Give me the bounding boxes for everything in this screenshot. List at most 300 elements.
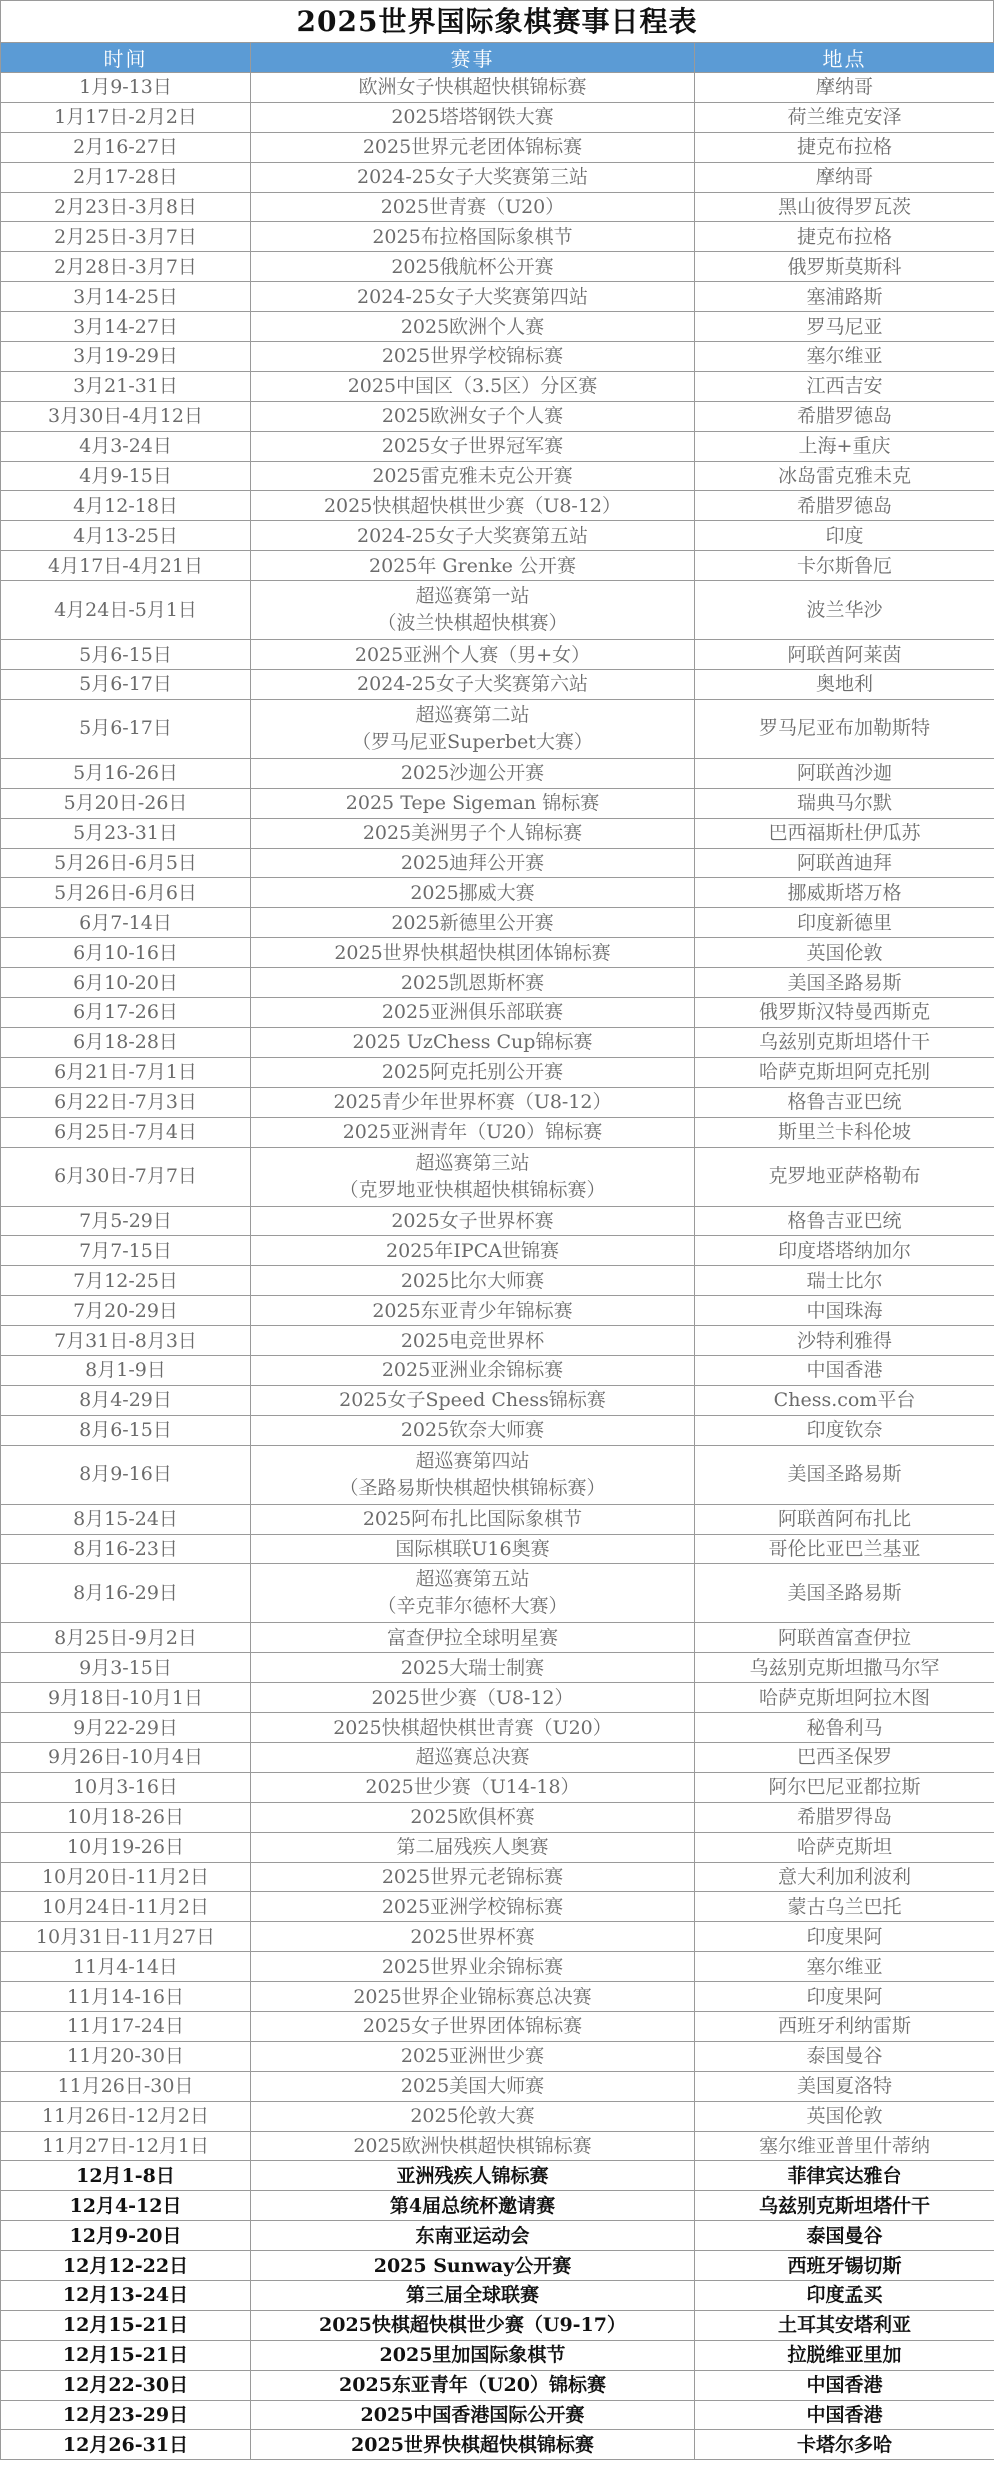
event-cell [251, 2191, 695, 2221]
event-name: 超巡赛总决赛 [415, 1746, 530, 1769]
table-row [1, 2310, 994, 2340]
event-name: 2025布拉格国际象棋节 [372, 225, 573, 248]
event-name: 2025女子世界冠军赛 [381, 435, 564, 458]
date-cell: 8月15-24日 [1, 1504, 251, 1534]
place-cell: 哈萨克斯坦阿克托别 [695, 1057, 994, 1087]
event-name: 2025亚洲俱乐部联赛 [381, 1001, 564, 1024]
event-cell [251, 2131, 695, 2161]
table-row [1, 908, 994, 938]
table-row [1, 1147, 994, 1206]
event-name: 超巡赛第三站 [415, 1151, 530, 1174]
place-cell: 希腊罗德岛 [695, 491, 994, 521]
date-cell: 7月31日-8月3日 [1, 1326, 251, 1356]
event-cell [251, 2041, 695, 2071]
date-cell: 12月4-12日 [1, 2191, 251, 2221]
place-cell: 塞尔维亚 [695, 1952, 994, 1982]
table-row [1, 2041, 994, 2071]
event-name: 超巡赛第二站 [415, 703, 530, 726]
place-cell: 江西吉安 [695, 371, 994, 401]
event-name: 2025电竞世界杯 [400, 1329, 545, 1352]
date-cell: 10月3-16日 [1, 1772, 251, 1802]
event-name: （辛克菲尔德杯大赛） [377, 1595, 568, 1618]
place-cell: 蒙古乌兰巴托 [695, 1892, 994, 1922]
event-name: 2025快棋超快棋世少赛（U9-17） [319, 2314, 626, 2337]
event-name: 2025亚洲业余锦标赛 [381, 1359, 564, 1382]
table-row [1, 1922, 994, 1952]
table-row [1, 1534, 994, 1564]
table-row [1, 491, 994, 521]
event-name: 2025年IPCA世锦赛 [386, 1239, 559, 1262]
event-cell [251, 2221, 695, 2251]
event-name: 2025俄航杯公开赛 [391, 255, 554, 278]
date-cell: 6月10-16日 [1, 938, 251, 968]
event-name: 2025钦奈大师赛 [400, 1419, 545, 1442]
event-cell [251, 1683, 695, 1713]
event-cell [251, 401, 695, 431]
header-row [1, 43, 994, 73]
event-name: 超巡赛第一站 [415, 585, 530, 608]
date-cell: 7月7-15日 [1, 1236, 251, 1266]
event-name: 2025迪拜公开赛 [400, 852, 545, 875]
event-cell [251, 1147, 695, 1206]
place-cell: 荷兰维克安泽 [695, 102, 994, 132]
event-cell [251, 73, 695, 103]
event-name: 2024-25女子大奖赛第四站 [357, 285, 588, 308]
date-cell: 5月26日-6月5日 [1, 848, 251, 878]
page-title: 2025世界国际象棋赛事日程表 [0, 0, 994, 42]
event-cell [251, 1892, 695, 1922]
table-row [1, 2251, 994, 2281]
place-cell: 瑞典马尔默 [695, 788, 994, 818]
date-cell: 10月20日-11月2日 [1, 1862, 251, 1892]
place-cell: 中国香港 [695, 2370, 994, 2400]
event-name: 2025东亚青年（U20）锦标赛 [339, 2374, 606, 2397]
date-cell: 3月30日-4月12日 [1, 401, 251, 431]
table-row [1, 2221, 994, 2251]
table-row [1, 1802, 994, 1832]
table-row [1, 1385, 994, 1415]
event-cell [251, 1355, 695, 1385]
date-cell: 9月3-15日 [1, 1653, 251, 1683]
date-cell: 10月19-26日 [1, 1832, 251, 1862]
event-name: 2025 UzChess Cup锦标赛 [352, 1031, 593, 1054]
date-cell: 6月17-26日 [1, 998, 251, 1028]
date-cell: 8月4-29日 [1, 1385, 251, 1415]
event-cell [251, 1564, 695, 1623]
event-name: 2025东亚青少年锦标赛 [372, 1299, 573, 1322]
event-name: 2025亚洲学校锦标赛 [381, 1895, 564, 1918]
date-cell: 2月23日-3月8日 [1, 192, 251, 222]
date-cell: 9月26日-10月4日 [1, 1742, 251, 1772]
table-row [1, 1862, 994, 1892]
place-cell: 挪威斯塔万格 [695, 878, 994, 908]
event-cell [251, 818, 695, 848]
date-cell: 8月1-9日 [1, 1355, 251, 1385]
date-cell: 10月24日-11月2日 [1, 1892, 251, 1922]
event-name: 2025欧洲快棋超快棋锦标赛 [353, 2134, 592, 2157]
table-row [1, 162, 994, 192]
table-row [1, 1653, 994, 1683]
place-cell: 摩纳哥 [695, 73, 994, 103]
event-name: 第二届残疾人奥赛 [396, 1836, 549, 1859]
place-cell: 奥地利 [695, 670, 994, 700]
date-cell: 12月26-31日 [1, 2430, 251, 2460]
place-cell: 格鲁吉亚巴统 [695, 1087, 994, 1117]
event-cell [251, 192, 695, 222]
table-row [1, 581, 994, 640]
date-cell: 12月15-21日 [1, 2340, 251, 2370]
event-cell [251, 1742, 695, 1772]
table-row [1, 758, 994, 788]
table-row [1, 1564, 994, 1623]
date-cell: 2月28日-3月7日 [1, 252, 251, 282]
table-row [1, 1772, 994, 1802]
date-cell: 3月21-31日 [1, 371, 251, 401]
table-row [1, 848, 994, 878]
place-cell: 罗马尼亚布加勒斯特 [695, 699, 994, 758]
place-cell: 沙特利雅得 [695, 1326, 994, 1356]
event-name: 第三届全球联赛 [405, 2284, 539, 2307]
date-cell: 4月12-18日 [1, 491, 251, 521]
place-cell: 印度 [695, 521, 994, 551]
event-cell [251, 1206, 695, 1236]
event-name: 2025美洲男子个人锦标赛 [362, 822, 583, 845]
table-row [1, 371, 994, 401]
event-name: （罗马尼亚Superbet大赛） [352, 730, 593, 753]
table-row [1, 2340, 994, 2370]
date-cell: 5月20日-26日 [1, 788, 251, 818]
place-cell: 拉脱维亚里加 [695, 2340, 994, 2370]
date-cell: 12月22-30日 [1, 2370, 251, 2400]
event-cell [251, 1385, 695, 1415]
event-name: 2025青少年世界杯赛（U8-12） [333, 1091, 612, 1114]
column-header-place: 地点 [695, 43, 994, 73]
place-cell: 格鲁吉亚巴统 [695, 1206, 994, 1236]
place-cell: 菲律宾达雅台 [695, 2161, 994, 2191]
column-header-date: 时间 [1, 43, 251, 73]
place-cell: 卡尔斯鲁厄 [695, 551, 994, 581]
event-name: 2025凯恩斯杯赛 [400, 971, 545, 994]
place-cell: 冰岛雷克雅未克 [695, 461, 994, 491]
event-cell [251, 908, 695, 938]
table-row [1, 192, 994, 222]
event-cell [251, 2340, 695, 2370]
event-name: 2025世界元老锦标赛 [381, 1865, 564, 1888]
date-cell: 9月22-29日 [1, 1713, 251, 1743]
place-cell: 美国圣路易斯 [695, 1564, 994, 1623]
date-cell: 11月26日-30日 [1, 2071, 251, 2101]
date-cell: 5月23-31日 [1, 818, 251, 848]
place-cell: 乌兹别克斯坦塔什干 [695, 1027, 994, 1057]
event-name: 超巡赛第五站 [415, 1568, 530, 1591]
date-cell: 2月17-28日 [1, 162, 251, 192]
event-cell [251, 1922, 695, 1952]
place-cell: 中国珠海 [695, 1296, 994, 1326]
event-cell [251, 1415, 695, 1445]
table-row [1, 1087, 994, 1117]
place-cell: 上海+重庆 [695, 431, 994, 461]
event-cell [251, 132, 695, 162]
date-cell: 11月26日-12月2日 [1, 2101, 251, 2131]
date-cell: 9月18日-10月1日 [1, 1683, 251, 1713]
event-name: 2025 Sunway公开赛 [373, 2254, 572, 2277]
table-row [1, 1683, 994, 1713]
event-cell [251, 1236, 695, 1266]
event-cell [251, 1027, 695, 1057]
date-cell: 6月22日-7月3日 [1, 1087, 251, 1117]
place-cell: 克罗地亚萨格勒布 [695, 1147, 994, 1206]
date-cell: 11月27日-12月1日 [1, 2131, 251, 2161]
event-cell [251, 1504, 695, 1534]
date-cell: 4月3-24日 [1, 431, 251, 461]
table-row [1, 2370, 994, 2400]
date-cell: 7月12-25日 [1, 1266, 251, 1296]
place-cell: 塞尔维亚普里什蒂纳 [695, 2131, 994, 2161]
event-cell [251, 1117, 695, 1147]
date-cell: 11月4-14日 [1, 1952, 251, 1982]
event-name: 富查伊拉全球明星赛 [386, 1626, 558, 1649]
event-name: 2025阿克托别公开赛 [381, 1061, 564, 1084]
place-cell: 阿联酋迪拜 [695, 848, 994, 878]
date-cell: 10月31日-11月27日 [1, 1922, 251, 1952]
event-name: 2025中国区（3.5区）分区赛 [347, 375, 598, 398]
date-cell: 8月6-15日 [1, 1415, 251, 1445]
table-row [1, 1355, 994, 1385]
place-cell: 意大利加利波利 [695, 1862, 994, 1892]
event-name: 国际棋联U16奥赛 [395, 1537, 550, 1560]
event-cell [251, 938, 695, 968]
event-name: 2025欧洲女子个人赛 [381, 405, 564, 428]
place-cell: 泰国曼谷 [695, 2221, 994, 2251]
event-cell [251, 1296, 695, 1326]
event-cell [251, 1653, 695, 1683]
table-row [1, 1206, 994, 1236]
place-cell: 印度新德里 [695, 908, 994, 938]
date-cell: 12月1-8日 [1, 2161, 251, 2191]
place-cell: 阿联酋阿莱茵 [695, 640, 994, 670]
event-cell [251, 551, 695, 581]
event-cell [251, 998, 695, 1028]
place-cell: 哈萨克斯坦 [695, 1832, 994, 1862]
event-name: 2024-25女子大奖赛第三站 [357, 166, 588, 189]
table-row [1, 521, 994, 551]
place-cell: 印度塔塔纳加尔 [695, 1236, 994, 1266]
table-row [1, 1057, 994, 1087]
event-cell [251, 2400, 695, 2430]
date-cell: 6月7-14日 [1, 908, 251, 938]
table-row [1, 998, 994, 1028]
event-cell [251, 461, 695, 491]
table-row [1, 788, 994, 818]
date-cell: 12月9-20日 [1, 2221, 251, 2251]
place-cell: 印度果阿 [695, 1982, 994, 2012]
date-cell: 5月6-17日 [1, 699, 251, 758]
table-row [1, 102, 994, 132]
place-cell: 塞浦路斯 [695, 282, 994, 312]
place-cell: 卡塔尔多哈 [695, 2430, 994, 2460]
date-cell: 6月10-20日 [1, 968, 251, 998]
place-cell: Chess.com平台 [695, 1385, 994, 1415]
table-row [1, 342, 994, 372]
place-cell: 哈萨克斯坦阿拉木图 [695, 1683, 994, 1713]
event-cell [251, 371, 695, 401]
event-name: 2025世界快棋超快棋锦标赛 [351, 2433, 594, 2456]
schedule-table [0, 42, 994, 2460]
table-row [1, 282, 994, 312]
place-cell: 美国圣路易斯 [695, 968, 994, 998]
place-cell: 波兰华沙 [695, 581, 994, 640]
table-row [1, 1982, 994, 2012]
table-row [1, 2071, 994, 2101]
table-row [1, 461, 994, 491]
date-cell: 8月16-23日 [1, 1534, 251, 1564]
event-name: （波兰快棋超快棋赛） [377, 612, 568, 635]
event-name: 2025女子世界杯赛 [391, 1209, 554, 1232]
event-cell [251, 878, 695, 908]
event-cell [251, 1057, 695, 1087]
table-row [1, 818, 994, 848]
place-cell: 乌兹别克斯坦撒马尔罕 [695, 1653, 994, 1683]
table-row [1, 2011, 994, 2041]
event-name: 2025世少赛（U8-12） [371, 1686, 574, 1709]
place-cell: 塞尔维亚 [695, 342, 994, 372]
place-cell: 英国伦敦 [695, 2101, 994, 2131]
date-cell: 1月9-13日 [1, 73, 251, 103]
event-name: 2025世界元老团体锦标赛 [362, 136, 583, 159]
place-cell: 阿联酋富查伊拉 [695, 1623, 994, 1653]
event-name: 2025挪威大赛 [410, 881, 535, 904]
table-row [1, 2101, 994, 2131]
event-cell [251, 848, 695, 878]
place-cell: 捷克布拉格 [695, 222, 994, 252]
place-cell: 泰国曼谷 [695, 2041, 994, 2071]
date-cell: 2月25日-3月7日 [1, 222, 251, 252]
table-row [1, 1892, 994, 1922]
event-cell [251, 2071, 695, 2101]
event-name: 2025年 Grenke 公开赛 [369, 554, 576, 577]
event-name: 2025亚洲个人赛（男+女） [354, 643, 591, 666]
event-cell [251, 2011, 695, 2041]
place-cell: 俄罗斯汉特曼西斯克 [695, 998, 994, 1028]
place-cell: 美国圣路易斯 [695, 1445, 994, 1504]
date-cell: 8月16-29日 [1, 1564, 251, 1623]
table-row [1, 1445, 994, 1504]
date-cell: 5月26日-6月6日 [1, 878, 251, 908]
event-cell [251, 252, 695, 282]
event-name: 2025中国香港国际公开赛 [360, 2404, 585, 2426]
place-cell: 阿尔巴尼亚都拉斯 [695, 1772, 994, 1802]
date-cell: 5月6-17日 [1, 670, 251, 700]
event-cell [251, 1326, 695, 1356]
event-name: 2025阿布扎比国际象棋节 [362, 1508, 583, 1531]
date-cell: 1月17日-2月2日 [1, 102, 251, 132]
date-cell: 6月21日-7月1日 [1, 1057, 251, 1087]
event-name: 2025伦敦大赛 [410, 2105, 535, 2128]
place-cell: 美国夏洛特 [695, 2071, 994, 2101]
event-name: 2025世界杯赛 [410, 1925, 535, 1948]
event-name: 2025里加国际象棋节 [379, 2344, 566, 2367]
event-cell [251, 2161, 695, 2191]
event-name: 2025快棋超快棋世青赛（U20） [333, 1716, 612, 1739]
event-cell [251, 699, 695, 758]
date-cell: 6月18-28日 [1, 1027, 251, 1057]
event-name: 2025快棋超快棋世少赛（U8-12） [323, 494, 622, 517]
event-name: （克罗地亚快棋超快棋锦标赛） [339, 1178, 606, 1201]
event-cell [251, 312, 695, 342]
event-cell [251, 2101, 695, 2131]
place-cell: 土耳其安塔利亚 [695, 2310, 994, 2340]
event-name: 2025世界企业锦标赛总决赛 [353, 1985, 592, 2008]
table-row [1, 1623, 994, 1653]
event-name: 2025新德里公开赛 [391, 911, 554, 934]
event-name: 2025欧俱杯赛 [410, 1806, 535, 1829]
place-cell: 巴西福斯杜伊瓜苏 [695, 818, 994, 848]
event-cell [251, 431, 695, 461]
event-cell [251, 2251, 695, 2281]
table-row [1, 968, 994, 998]
table-row [1, 2161, 994, 2191]
date-cell: 8月9-16日 [1, 1445, 251, 1504]
place-cell: 中国香港 [695, 2400, 994, 2430]
table-row [1, 878, 994, 908]
table-row [1, 2131, 994, 2161]
event-cell [251, 788, 695, 818]
event-cell [251, 1623, 695, 1653]
table-row [1, 252, 994, 282]
table-row [1, 132, 994, 162]
table-row [1, 1236, 994, 1266]
place-cell: 印度钦奈 [695, 1415, 994, 1445]
event-name: 2025女子Speed Chess锦标赛 [339, 1389, 606, 1412]
table-row [1, 1832, 994, 1862]
event-cell [251, 282, 695, 312]
event-cell [251, 968, 695, 998]
event-cell [251, 1534, 695, 1564]
event-cell [251, 1772, 695, 1802]
place-cell: 西班牙锡切斯 [695, 2251, 994, 2281]
event-cell [251, 491, 695, 521]
table-row [1, 2400, 994, 2430]
event-name: （圣路易斯快棋超快棋锦标赛） [339, 1476, 606, 1499]
date-cell: 11月17-24日 [1, 2011, 251, 2041]
place-cell: 希腊罗得岛 [695, 1802, 994, 1832]
place-cell: 捷克布拉格 [695, 132, 994, 162]
place-cell: 中国香港 [695, 1355, 994, 1385]
event-cell [251, 2370, 695, 2400]
place-cell: 斯里兰卡科伦坡 [695, 1117, 994, 1147]
event-cell [251, 1713, 695, 1743]
place-cell: 摩纳哥 [695, 162, 994, 192]
place-cell: 俄罗斯莫斯科 [695, 252, 994, 282]
table-row [1, 938, 994, 968]
place-cell: 乌兹别克斯坦塔什干 [695, 2191, 994, 2221]
place-cell: 西班牙利纳雷斯 [695, 2011, 994, 2041]
date-cell: 4月9-15日 [1, 461, 251, 491]
event-cell [251, 521, 695, 551]
event-name: 2025比尔大师赛 [400, 1269, 545, 1292]
event-name: 亚洲残疾人锦标赛 [396, 2164, 549, 2187]
date-cell: 4月13-25日 [1, 521, 251, 551]
place-cell: 阿联酋阿布扎比 [695, 1504, 994, 1534]
event-name: 2025沙迦公开赛 [400, 762, 545, 785]
event-name: 2025世青赛（U20） [380, 196, 565, 218]
table-row [1, 640, 994, 670]
event-cell [251, 102, 695, 132]
place-cell: 瑞士比尔 [695, 1266, 994, 1296]
event-name: 超巡赛第四站 [415, 1449, 530, 1472]
table-row [1, 699, 994, 758]
table-row [1, 1027, 994, 1057]
